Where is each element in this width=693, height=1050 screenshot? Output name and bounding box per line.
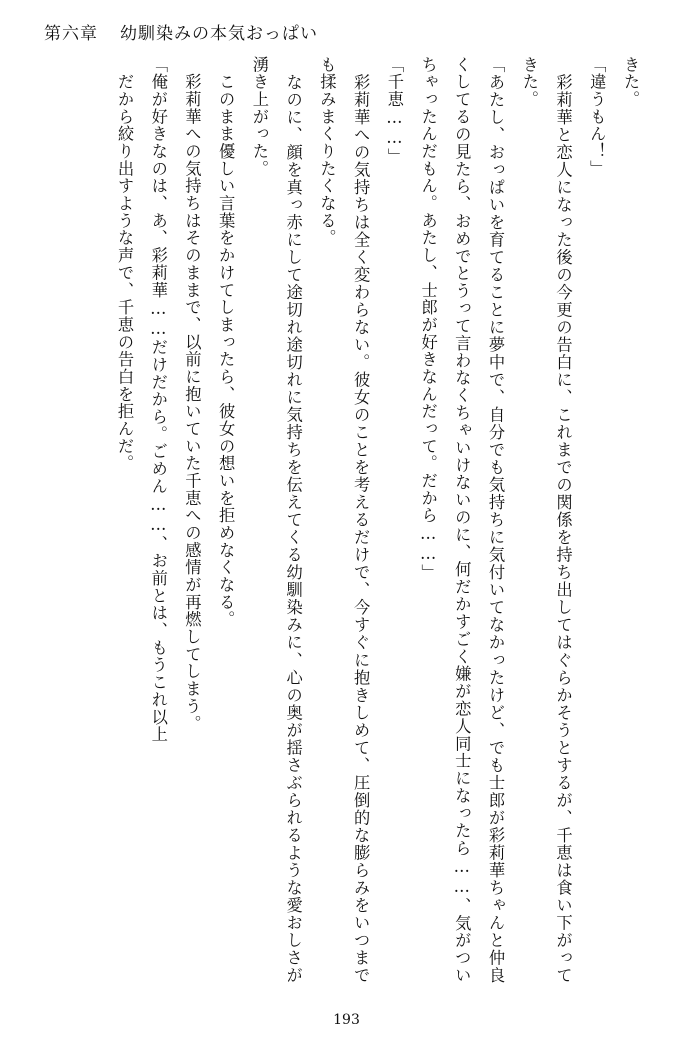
chapter-title: 幼馴染みの本気おっぱい — [120, 23, 318, 44]
paragraph: 彩莉華と恋人になった後の今更の告白に、これまでの関係を持ち出してはぐらかそうとするが、千恵は食い下がってきた。 — [519, 56, 573, 984]
paragraph: 「千恵……」 — [384, 56, 404, 166]
paragraph: 「あたし、おっぱいを育てることに夢中で、自分でも気持ちに気付いてなかったけど、でも士郎が彩莉華ちゃんと仲良くしてるの見たら、おめでとうって言わなくちゃいけないのに、何だかすごく嫌が恋人同士になったら……、気がついちゃったんだもん。あたし、士郎が好きなんだって。だから……」 — [418, 56, 506, 984]
paragraph: だから絞り出すような声で、千恵の告白を拒んだ。 — [114, 56, 134, 473]
page-body-text — [46, 56, 647, 984]
chapter-number: 第六章 — [44, 23, 98, 44]
chapter-header — [44, 14, 649, 48]
page-number: 193 — [333, 1012, 360, 1028]
paragraph: 彩莉華への気持ちはそのままで、以前に抱いていた千恵への感情が再燃してしまう。 — [182, 56, 202, 733]
paragraph: このまま優しい言葉をかけてしまったら、彼女の想いを拒めなくなる。 — [216, 56, 236, 629]
paragraph: きた。 — [621, 56, 640, 109]
paragraph: 彩莉華への気持ちは全く変わらない。彼女のことを考えるだけで、今すぐに抱きしめて、圧倒的な膨らみをいつまでも揉みまくりたくなる。 — [317, 56, 371, 984]
paragraph: 「違うもん！」 — [587, 56, 607, 178]
paragraph: 「俺が好きなのは、あ、彩莉華……だけだから。ごめん……、お前とは、もうこれ以上 — [148, 56, 168, 744]
paragraph: なのに、顔を真っ赤にして途切れ途切れに気持ちを伝えてくる幼馴染みに、心の奥が揺さぶられるような愛おしさが湧き上がった。 — [249, 56, 303, 984]
